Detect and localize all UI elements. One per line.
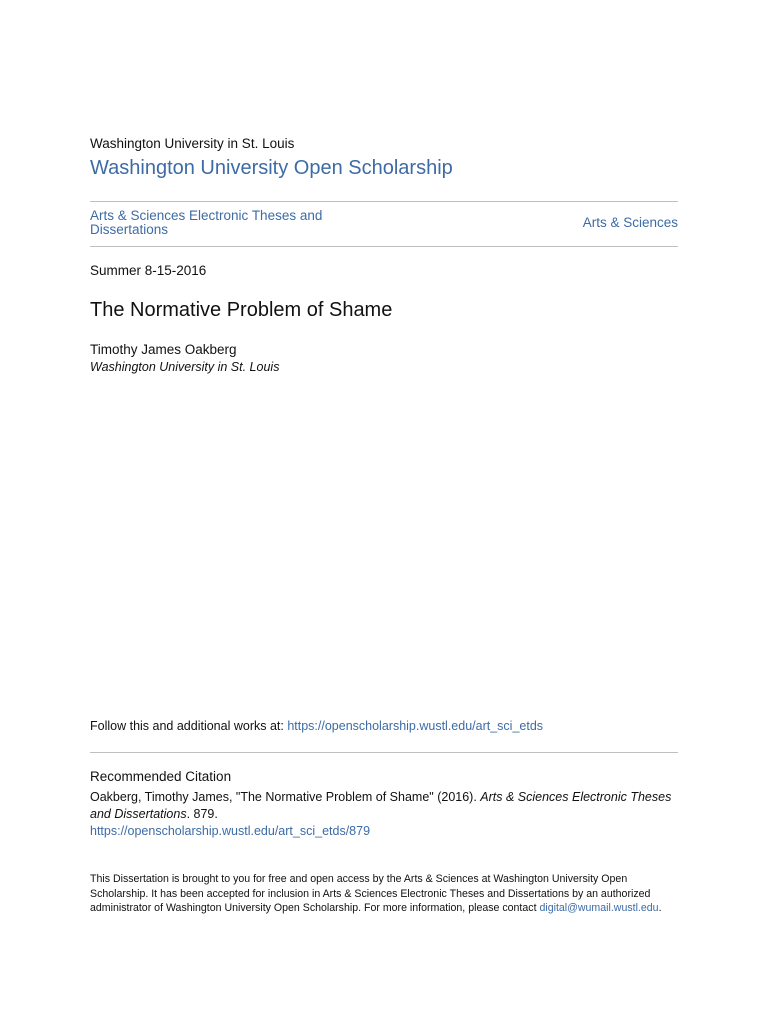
collection-link[interactable]: Arts & Sciences Electronic Theses and Dissertations xyxy=(90,208,323,237)
citation-authors-title: Oakberg, Timothy James, "The Normative Problem of Shame" (2016). xyxy=(90,790,481,804)
citation-number: . 879. xyxy=(186,807,218,821)
institution-name: Washington University in St. Louis xyxy=(90,136,295,151)
access-statement-end: . xyxy=(658,902,662,914)
department-link[interactable]: Arts & Sciences xyxy=(582,215,678,230)
contact-email-link[interactable]: digital@wumail.wustl.edu xyxy=(539,902,659,914)
divider-top xyxy=(90,201,678,202)
access-statement xyxy=(90,872,670,916)
citation-heading: Recommended Citation xyxy=(90,769,232,784)
citation-series: Arts & Sciences Electronic Theses and Dissertations xyxy=(90,790,672,821)
author-name: Timothy James Oakberg xyxy=(90,342,237,357)
repository-link[interactable]: Washington University Open Scholarship xyxy=(90,157,453,179)
publication-date: Summer 8-15-2016 xyxy=(90,263,207,278)
follow-url-link[interactable]: https://openscholarship.wustl.edu/art_sci_etds xyxy=(287,719,544,733)
citation-text xyxy=(90,789,680,823)
author-affiliation: Washington University in St. Louis xyxy=(90,360,280,374)
access-statement-text: This Dissertation is brought to you for free and open access by the Arts & Sciences at Washington University Open Scholarship. It has been accepted for inclusion in Arts & Sciences Electronic Theses and Dissertations by an authorized administrator of Washington University Open Scholarship. For more information, please contact xyxy=(90,873,651,914)
divider-citation xyxy=(90,752,678,753)
follow-line xyxy=(90,719,543,733)
divider-nav xyxy=(90,246,678,247)
follow-label: Follow this and additional works at: xyxy=(90,719,288,733)
citation-url-link[interactable]: https://openscholarship.wustl.edu/art_sci_etds/879 xyxy=(90,824,371,838)
document-title: The Normative Problem of Shame xyxy=(90,299,393,321)
